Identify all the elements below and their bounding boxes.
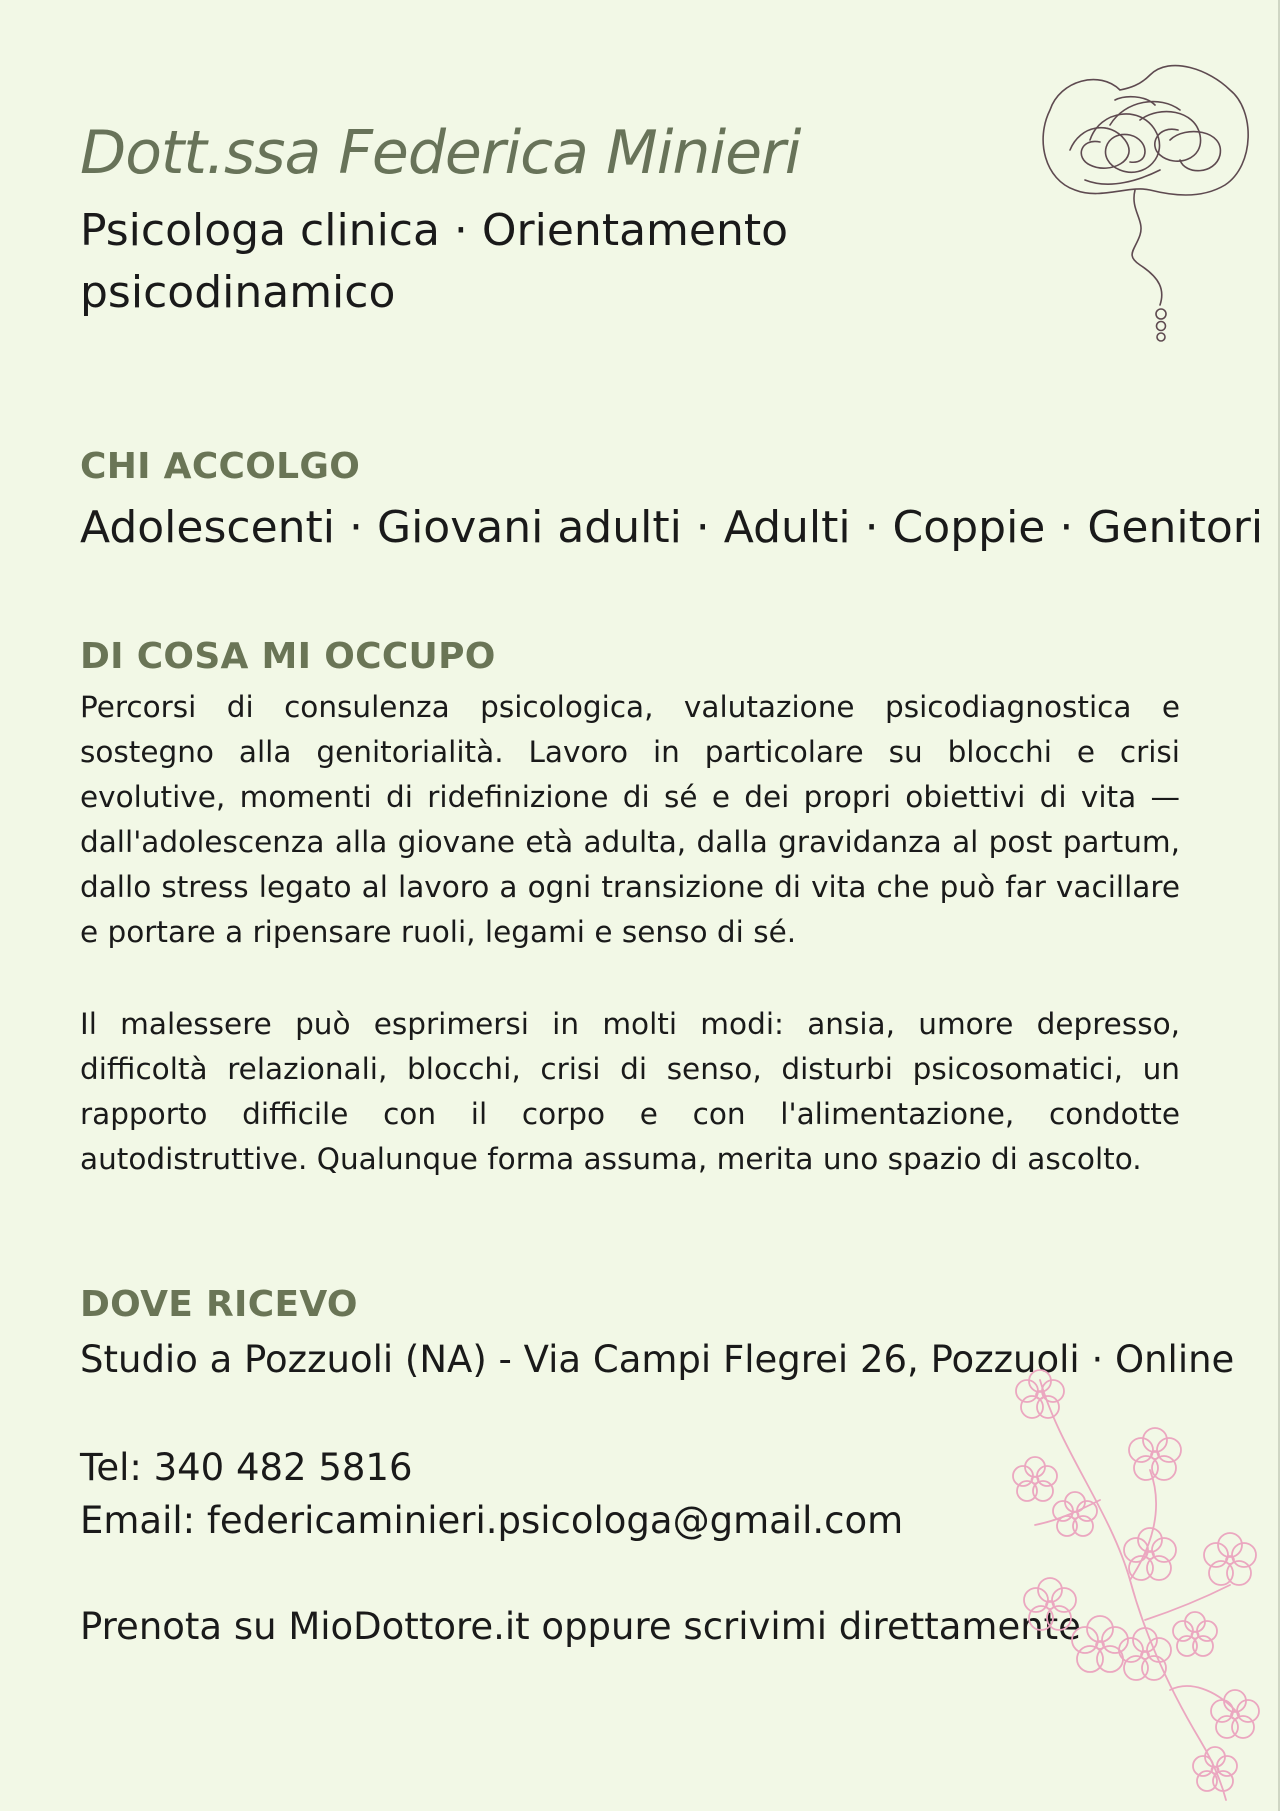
services-paragraph: Percorsi di consulenza psicologica, valutazione psicodiagnostica e sostegno alla genitorialità. Lavoro in particolare su blocchi e crisi evolutive, momenti di ridefinizione di sé e dei propri obiettivi di vita — dall'adolescenza alla giovane età adulta, dalla gravidanza al post partum, dallo stress legato al lavoro a ogni transizione di vita che può far vacillare e portare a ripensare ruoli, legami e senso di sé. bbox=[80, 690, 1180, 949]
section-heading-di-cosa: DI COSA MI OCCUPO bbox=[80, 636, 496, 677]
distress-paragraph: Il malessere può esprimersi in molti modi: ansia, umore depresso, difficoltà relazionali, blocchi, crisi di senso, disturbi psicosomatici, un rapporto difficile con il corpo e con l'alimentazione, condotte autodistruttive. Qualunque forma assuma, merita uno spazio di ascolto. bbox=[80, 1007, 1180, 1176]
flower-branch-icon bbox=[1000, 1360, 1270, 1805]
professional-subtitle: Psicologa clinica · Orientamento psicodinamico bbox=[80, 205, 789, 318]
email-address[interactable]: Email: federicaminieri.psicologa@gmail.com bbox=[80, 1499, 904, 1542]
section-heading-dove-ricevo: DOVE RICEVO bbox=[80, 1284, 358, 1325]
section-heading-chi-accolgo: CHI ACCOLGO bbox=[80, 446, 361, 487]
audience-list: Adolescenti · Giovani adulti · Adulti · Coppie · Genitori bbox=[80, 502, 1264, 553]
booking-note: Prenota su MioDottore.it oppure scrivimi direttamente bbox=[80, 1605, 1081, 1648]
phone-number[interactable]: Tel: 340 482 5816 bbox=[80, 1446, 413, 1489]
psychologist-name: Dott.ssa Federica Minieri bbox=[80, 118, 801, 188]
tangled-thought-head-icon bbox=[1030, 50, 1260, 350]
studio-location: Studio a Pozzuoli (NA) - Via Campi Flegrei 26, Pozzuoli · Online bbox=[80, 1338, 1235, 1381]
